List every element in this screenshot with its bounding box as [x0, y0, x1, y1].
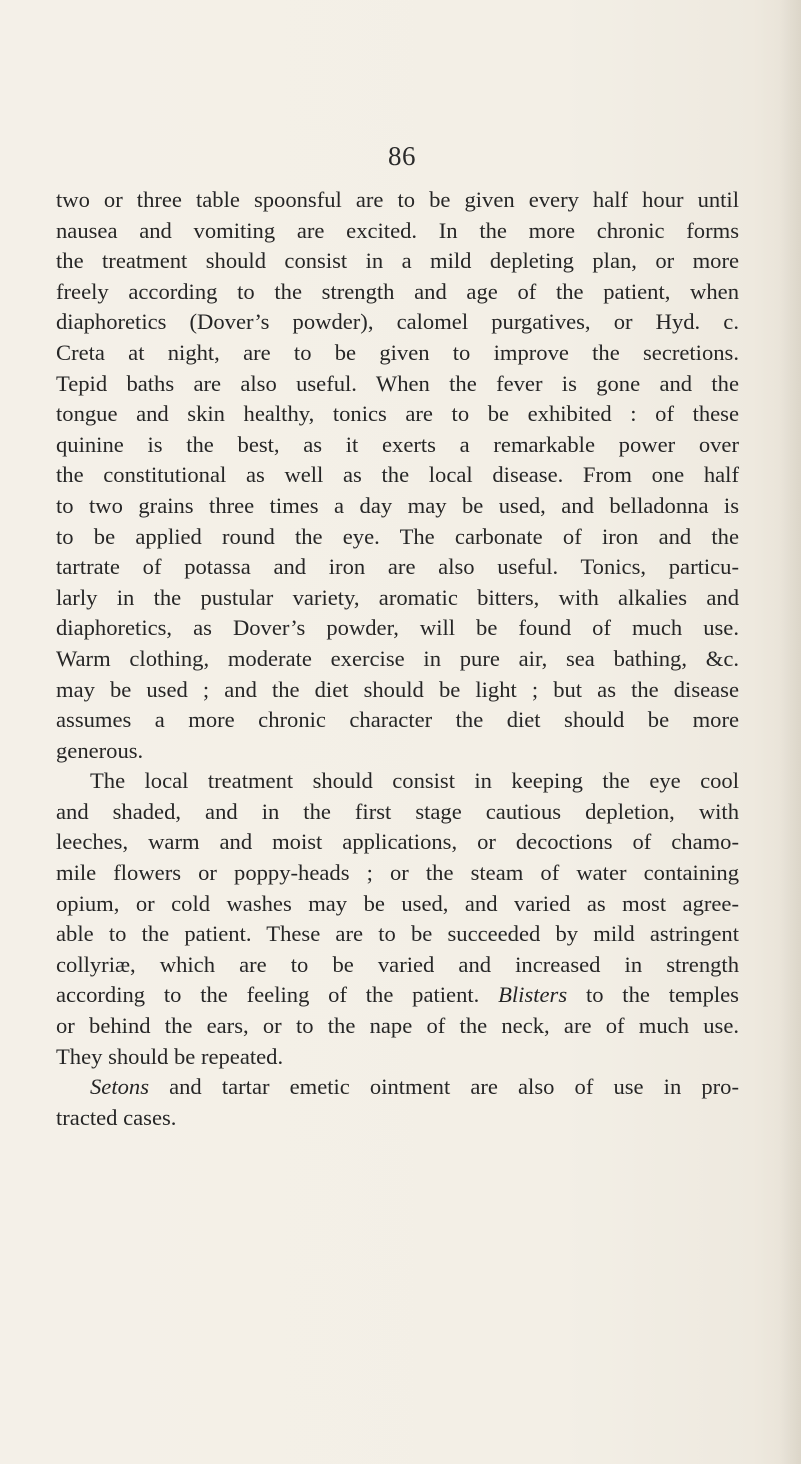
text-line-mixed [56, 1072, 739, 1103]
text-line: tongue and skin healthy, tonics are to be exhibited : of these [56, 401, 739, 427]
text-line: tartrate of potassa and iron are also useful. Tonics, particu- [56, 554, 739, 580]
text-line: generous. [56, 737, 144, 763]
italic-term-setons: Setons [90, 1074, 149, 1100]
text-line: larly in the pustular variety, aromatic bitters, with alkalies and [56, 584, 739, 610]
text-line: collyriæ, which are to be varied and increased in strength [56, 951, 739, 977]
text-line: leeches, warm and moist applications, or decoctions of chamo- [56, 829, 739, 855]
text-line: Creta at night, are to be given to improve the secretions. [56, 339, 739, 365]
text-line: assumes a more chronic character the diet should be more [56, 707, 739, 733]
text-line: and shaded, and in the first stage cautious depletion, with [56, 798, 739, 824]
text-line: nausea and vomiting are excited. In the more chronic forms [56, 217, 739, 243]
text-line: diaphoretics, as Dover’s powder, will be found of much use. [56, 615, 739, 641]
text-line: opium, or cold washes may be used, and varied as most agree- [56, 890, 739, 916]
text-line: to two grains three times a day may be used, and belladonna is [56, 492, 739, 518]
text-line: The local treatment should consist in keeping the eye cool [90, 768, 739, 794]
paragraph-1 [56, 185, 739, 766]
body-text [56, 185, 739, 1133]
page-edge-shadow [779, 0, 801, 1464]
text-segment: and tartar emetic ointment are also of use in pro- [169, 1074, 739, 1100]
text-line: They should be repeated. [56, 1043, 284, 1069]
text-line: able to the patient. These are to be succeeded by mild astringent [56, 921, 739, 947]
text-line: mile flowers or poppy-heads ; or the steam of water containing [56, 860, 739, 886]
text-line: diaphoretics (Dover’s powder), calomel purgatives, or Hyd. c. [56, 309, 739, 335]
text-line: Tepid baths are also useful. When the fever is gone and the [56, 370, 739, 396]
italic-term-blisters: Blisters [498, 982, 568, 1008]
page-number: 86 [388, 141, 416, 171]
text-line: may be used ; and the diet should be light ; but as the disease [56, 676, 739, 702]
text-line: to be applied round the eye. The carbonate of iron and the [56, 523, 739, 549]
text-line: Warm clothing, moderate exercise in pure air, sea bathing, &c. [56, 645, 739, 671]
text-segment: according to the feeling of the patient. [56, 982, 480, 1008]
text-line: freely according to the strength and age of the patient, when [56, 278, 739, 304]
paragraph-3 [56, 1072, 739, 1133]
text-segment: to the temples [585, 982, 739, 1008]
text-line: the constitutional as well as the local disease. From one half [56, 462, 739, 488]
text-line-mixed [56, 980, 739, 1011]
text-line: the treatment should consist in a mild depleting plan, or more [56, 248, 739, 274]
text-line: two or three table spoonsful are to be given every half hour until [56, 187, 739, 212]
text-line: quinine is the best, as it exerts a remarkable power over [56, 431, 739, 457]
text-line: or behind the ears, or to the nape of the neck, are of much use. [56, 1013, 739, 1039]
paragraph-2 [56, 766, 739, 1072]
text-line: tracted cases. [56, 1104, 177, 1130]
